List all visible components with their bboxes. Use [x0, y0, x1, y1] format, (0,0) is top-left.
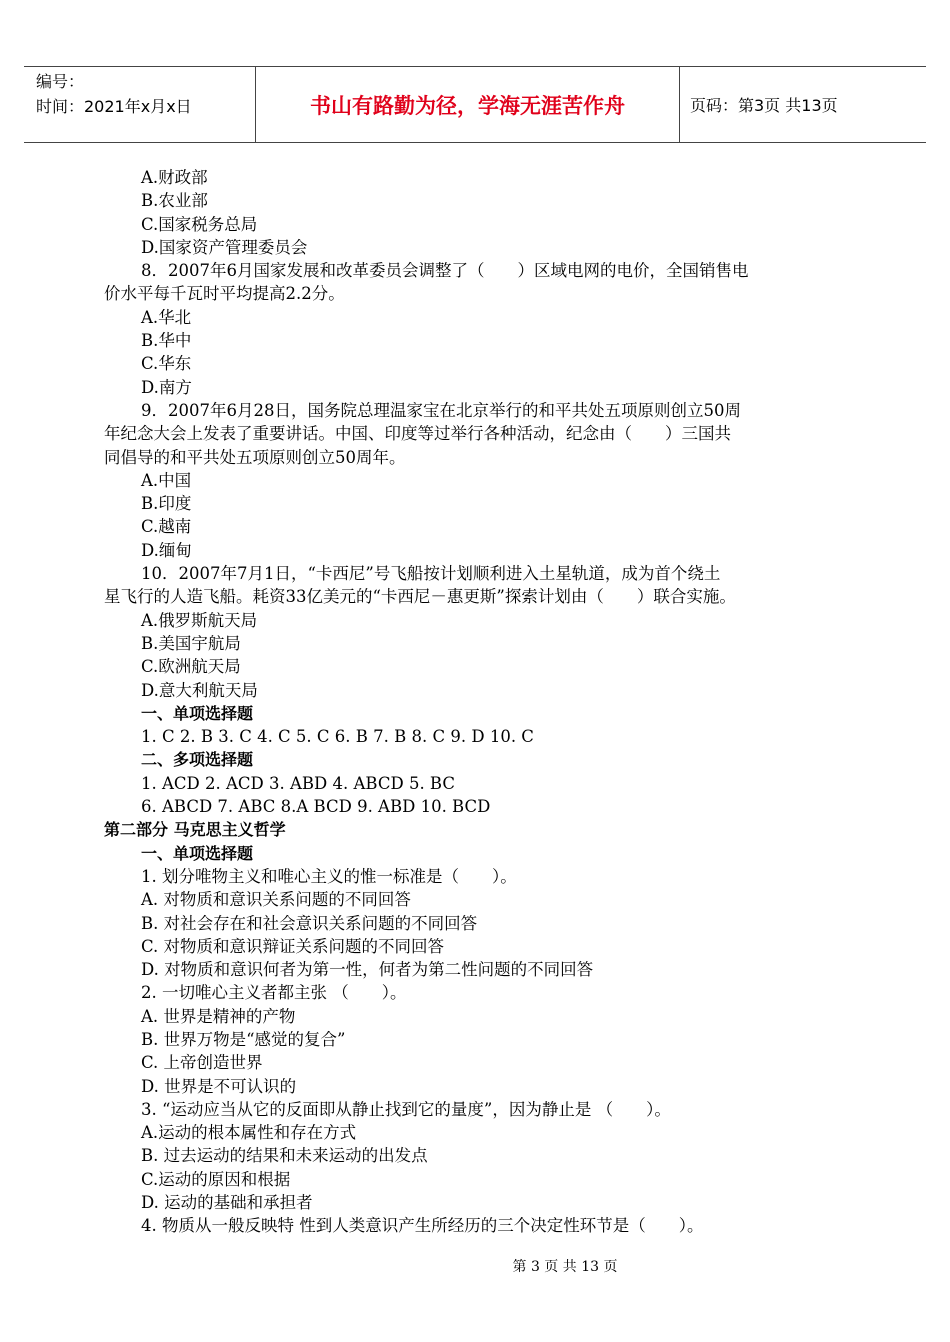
header-page-info: 页码：第3页 共13页: [690, 96, 838, 115]
text-line: 同倡导的和平共处五项原则创立50周年。: [104, 447, 406, 467]
text-line: B.印度: [141, 494, 192, 514]
text-line: A.财政部: [141, 168, 208, 187]
text-line: A.运动的根本属性和存在方式: [141, 1123, 357, 1143]
text-line: C.欧洲航天局: [141, 657, 241, 677]
text-line: B.美国宇航局: [141, 633, 241, 653]
header-meta: [24, 67, 256, 142]
page-header: [24, 66, 926, 143]
text-line: A. 对物质和意识关系问题的不同回答: [141, 890, 411, 910]
text-line: 6. ABCD 7. ABC 8.A BCD 9. ABD 10. BCD: [141, 797, 491, 817]
text-line: 1. 划分唯物主义和唯心主义的惟一标准是（ ）。: [141, 866, 517, 886]
text-line: D. 运动的基础和承担者: [141, 1193, 313, 1213]
text-line: D. 世界是不可认识的: [141, 1076, 297, 1096]
text-line: D.缅甸: [141, 540, 192, 560]
text-line: 星飞行的人造飞船。耗资33亿美元的“卡西尼－惠更斯”探索计划由（ ）联合实施。: [104, 587, 736, 607]
text-line: 1. C 2. B 3. C 4. C 5. C 6. B 7. B 8. C 9. D 10. C: [141, 727, 534, 747]
section-heading: 一、单项选择题: [141, 703, 254, 723]
doc-number-label: 编号：: [36, 72, 85, 91]
section-heading: 第二部分 马克思主义哲学: [104, 820, 286, 840]
text-line: B. 世界万物是“感觉的复合”: [141, 1029, 346, 1049]
text-line: B.农业部: [141, 191, 208, 211]
text-line: A.中国: [141, 470, 192, 490]
text-line: D.南方: [141, 377, 192, 397]
text-line: C.运动的原因和根据: [141, 1169, 291, 1189]
text-line: C.越南: [141, 517, 192, 537]
text-line: C. 对物质和意识辩证关系问题的不同回答: [141, 936, 445, 956]
text-line: A.华北: [141, 307, 192, 327]
text-line: C.华东: [141, 354, 192, 374]
text-line: 4. 物质从一般反映特 性到人类意识产生所经历的三个决定性环节是（ ）。: [141, 1216, 704, 1236]
section-heading: 二、多项选择题: [141, 750, 254, 770]
text-line: 10．2007年7月1日，“卡西尼”号飞船按计划顺利进入土星轨道，成为首个绕土: [141, 564, 721, 584]
text-line: D.意大利航天局: [141, 680, 258, 700]
text-line: 价水平每千瓦时平均提高2.2分。: [104, 284, 345, 304]
text-line: 3. “运动应当从它的反面即从静止找到它的量度”，因为静止是 （ ）。: [141, 1099, 671, 1119]
section-heading: 一、单项选择题: [141, 843, 254, 863]
text-line: 年纪念大会上发表了重要讲话。中国、印度等过举行各种活动，纪念由（ ）三国共: [104, 424, 731, 444]
text-line: D. 对物质和意识何者为第一性，何者为第二性问题的不同回答: [141, 960, 594, 980]
text-line: D.国家资产管理委员会: [141, 237, 308, 257]
text-line: 1. ACD 2. ACD 3. ABD 4. ABCD 5. BC: [141, 773, 455, 793]
page-footer: 第 3 页 共 13 页: [512, 1259, 618, 1275]
text-line: B. 过去运动的结果和未来运动的出发点: [141, 1146, 428, 1166]
document-body: [0, 166, 950, 1238]
text-line: C. 上帝创造世界: [141, 1053, 263, 1073]
text-line: A. 世界是精神的产物: [141, 1006, 296, 1026]
text-line: 2. 一切唯心主义者都主张 （ ）。: [141, 983, 407, 1003]
text-line: A.俄罗斯航天局: [141, 610, 258, 630]
text-line: 9．2007年6月28日，国务院总理温家宝在北京举行的和平共处五项原则创立50周: [141, 400, 741, 420]
text-line: C.国家税务总局: [141, 214, 258, 234]
text-line: B.华中: [141, 331, 192, 351]
text-line: 8．2007年6月国家发展和改革委员会调整了（ ）区域电网的电价，全国销售电: [141, 261, 749, 281]
text-line: B. 对社会存在和社会意识关系问题的不同回答: [141, 913, 478, 933]
header-motto: 书山有路勤为径，学海无涯苦作舟: [256, 67, 680, 142]
doc-date: 时间：2021年x月x日: [36, 97, 192, 116]
